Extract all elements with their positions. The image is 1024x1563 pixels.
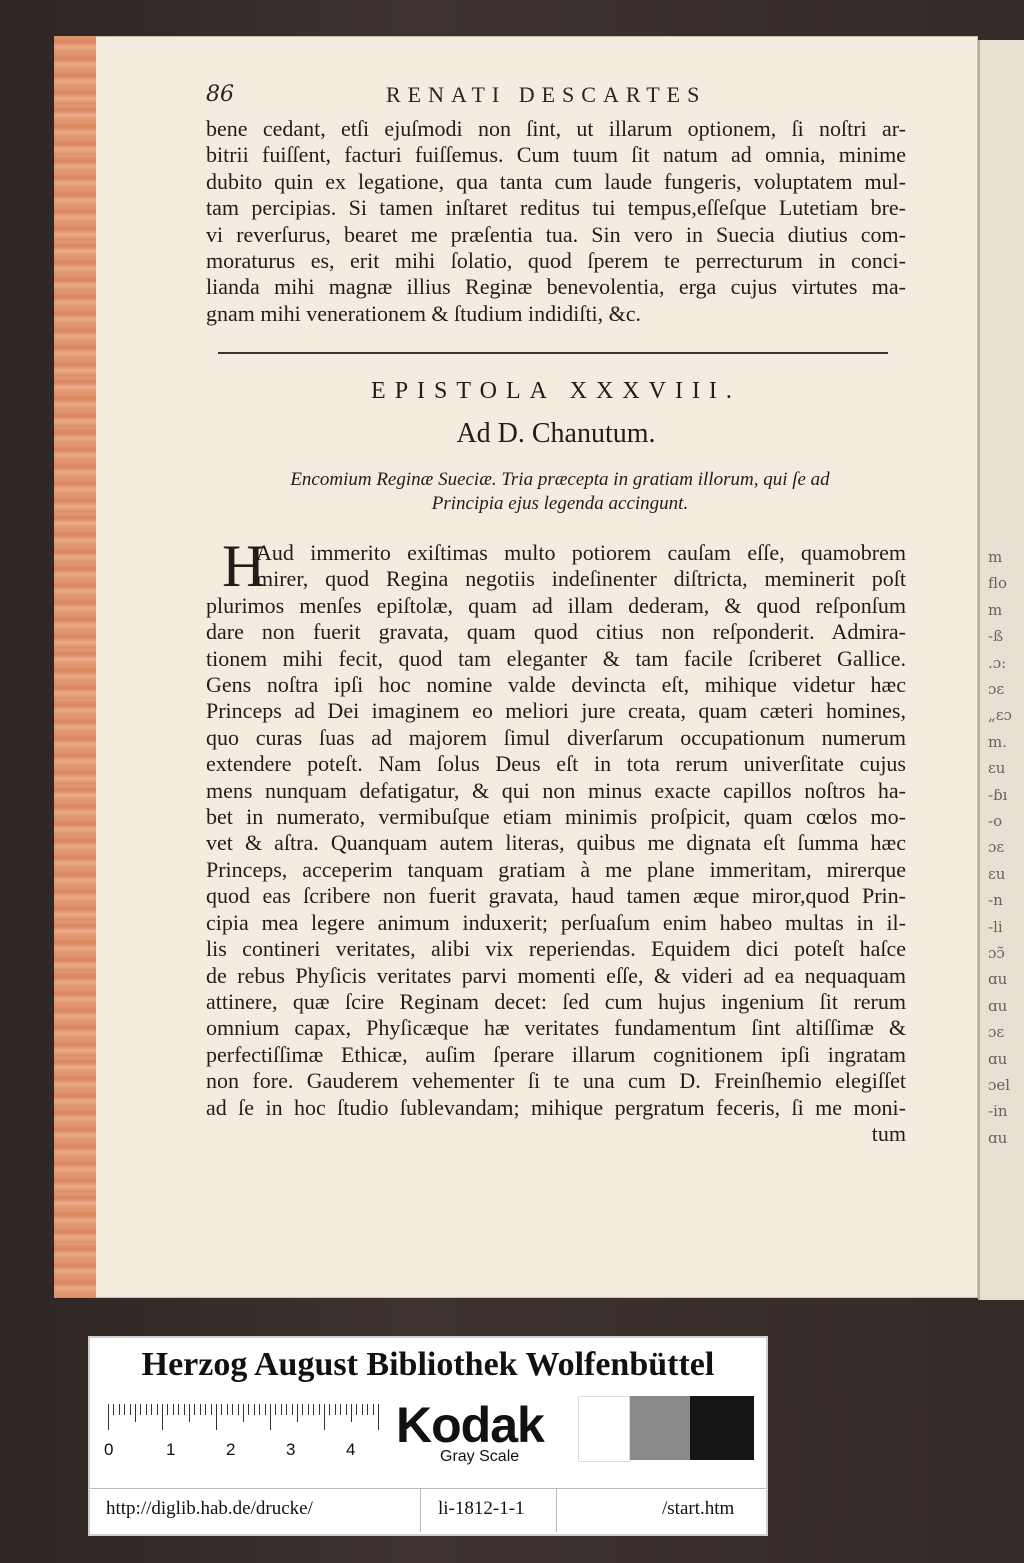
ruler-tick bbox=[265, 1404, 266, 1415]
ruler-tick bbox=[270, 1404, 271, 1430]
ruler-tick bbox=[351, 1404, 352, 1422]
ruler-tick bbox=[335, 1404, 336, 1415]
adjacent-page-fragment: m bbox=[988, 548, 1003, 566]
ruler-label: 4 bbox=[346, 1440, 356, 1459]
previous-letter-ending bbox=[206, 116, 906, 327]
gray-swatch-black bbox=[690, 1396, 754, 1460]
text-line: quo curas ſuas ad majorem ſimul diverſarum occupationum numerum bbox=[206, 724, 906, 750]
shelfmark-id: li-1812-1-1 bbox=[438, 1498, 525, 1519]
text-line: tionem mihi fecit, quod tam eleganter & tam facile ſcriberet Gallice. bbox=[206, 645, 906, 671]
section-rule bbox=[218, 352, 888, 354]
adjacent-page-fragment: ɛu bbox=[988, 864, 1006, 883]
adjacent-page-fragment: ɑu bbox=[988, 1128, 1008, 1147]
adjacent-page-fragment: .ɔ: bbox=[988, 653, 1007, 672]
ruler-tick bbox=[119, 1404, 120, 1415]
ruler-tick bbox=[211, 1404, 212, 1415]
text-line: Princeps ad Dei imaginem eo meliori jure creata, quam cæteri homines, bbox=[206, 698, 906, 724]
ruler-tick bbox=[254, 1404, 255, 1415]
text-line: Princeps, acceperim tanquam gratiam à me plane immeritam, mirerque bbox=[206, 856, 906, 882]
ruler-tick bbox=[189, 1404, 190, 1422]
adjacent-page-edge bbox=[978, 40, 1024, 1300]
ruler-tick bbox=[216, 1404, 217, 1430]
ruler-tick bbox=[367, 1404, 368, 1415]
ruler-tick bbox=[173, 1404, 174, 1415]
adjacent-page-fragment: -ɓı bbox=[988, 785, 1008, 804]
ruler-tick bbox=[373, 1404, 374, 1415]
ruler-tick bbox=[146, 1404, 147, 1415]
text-line: vi reverſurus, bearet me præſentia tua. Sin vero in Suecia diutius com- bbox=[206, 221, 906, 247]
ruler-tick bbox=[248, 1404, 249, 1415]
adjacent-page-fragment: ɛu bbox=[988, 759, 1006, 778]
ruler-tick bbox=[124, 1404, 125, 1415]
gray-scale-label: Gray Scale bbox=[440, 1448, 520, 1465]
adjacent-page-fragment: ɔɔ̃ bbox=[988, 944, 1005, 962]
adjacent-page-fragment: ɑu bbox=[988, 970, 1008, 989]
kodak-color-card bbox=[88, 1336, 768, 1536]
ruler-tick bbox=[167, 1404, 168, 1415]
text-line: bet in numerato, vermibuſque etiam minimis proſpicit, quam cœlos mo- bbox=[206, 804, 906, 830]
ruler-tick bbox=[113, 1404, 114, 1415]
text-line: omnium capax, Phyſicæque hæ veritates fundamentum ſint altiſſimæ & bbox=[206, 1015, 906, 1041]
running-head: RENATI DESCARTES bbox=[386, 82, 707, 107]
ruler-tick bbox=[346, 1404, 347, 1415]
ruler-tick bbox=[329, 1404, 330, 1415]
catchword: tum bbox=[871, 1120, 906, 1146]
start-page-path: /start.htm bbox=[662, 1498, 735, 1519]
ruler-tick bbox=[297, 1404, 298, 1422]
adjacent-page-fragment: ɔɛ bbox=[988, 680, 1005, 698]
text-line: extendere poteſt. Nam ſolus Deus eſt in tota rerum univerſitate cujus bbox=[206, 751, 906, 777]
text-line: Gens noſtra ipſi hoc nomine valde devincta eſt, mihique videtur hæc bbox=[206, 672, 906, 698]
adjacent-page-fragment: -o bbox=[988, 812, 1003, 830]
text-line: moraturus es, erit mihi ſolatio, quod ſperem te perrecturum in conci- bbox=[206, 248, 906, 274]
ruler-tick bbox=[108, 1404, 109, 1430]
adjacent-page-fragment: ɔɛ bbox=[988, 838, 1005, 857]
ruler-tick bbox=[292, 1404, 293, 1415]
adjacent-page-fragment: ɔɛ bbox=[988, 1023, 1005, 1042]
adjacent-page-fragment: -n bbox=[988, 891, 1003, 910]
ruler-tick bbox=[135, 1404, 136, 1422]
ruler-tick bbox=[378, 1404, 379, 1430]
ruler-tick bbox=[140, 1404, 141, 1415]
ruler-tick bbox=[221, 1404, 222, 1415]
adjacent-page-fragment: ɔel bbox=[988, 1076, 1011, 1094]
gray-swatch-mid bbox=[630, 1396, 690, 1460]
adjacent-page-fragment: „ɛɔ bbox=[988, 706, 1012, 725]
ruler-label: 0 bbox=[104, 1440, 114, 1459]
ruler-tick bbox=[259, 1404, 260, 1415]
ruler-tick bbox=[194, 1404, 195, 1415]
ruler-tick bbox=[275, 1404, 276, 1415]
ruler-tick bbox=[205, 1404, 206, 1415]
library-name: Herzog August Bibliothek Wolfenbüttel bbox=[141, 1346, 715, 1383]
text-line: perfectiſſimæ Ethicæ, auſim ſperare illarum cognitionem ipſi ingratam bbox=[206, 1041, 906, 1067]
text-line: ad ſe in hoc ſtudio ſublevandam; mihique pergratum feceris, ſi me moni- bbox=[206, 1094, 906, 1120]
ruler-tick bbox=[200, 1404, 201, 1415]
kodak-logo: Kodak bbox=[396, 1397, 544, 1453]
text-line: quod eas ſcribere non fuerit gravata, haud tamen æque miror,quod Prin- bbox=[206, 883, 906, 909]
ruler-label: 2 bbox=[226, 1440, 236, 1459]
letter-summary bbox=[260, 468, 860, 516]
ruler-tick bbox=[227, 1404, 228, 1415]
card-separator bbox=[556, 1488, 557, 1532]
ruler-tick bbox=[286, 1404, 287, 1415]
text-line: non fore. Gauderem vehementer ſi te una cum D. Freinſhemio elegiſſet bbox=[206, 1068, 906, 1094]
adjacent-page-fragment: ɑu bbox=[988, 996, 1008, 1015]
ruler-tick bbox=[232, 1404, 233, 1415]
gray-swatch-white bbox=[578, 1396, 630, 1462]
ruler-tick bbox=[324, 1404, 325, 1430]
ruler-tick bbox=[302, 1404, 303, 1415]
letter-heading: EPISTOLA XXXVIII. bbox=[371, 378, 741, 404]
text-line: lianda mihi magnæ illius Reginæ benevolentia, erga cujus virtutes ma- bbox=[206, 274, 906, 300]
card-separator bbox=[420, 1488, 421, 1532]
ruler-tick bbox=[184, 1404, 185, 1415]
adjacent-page-fragment: m bbox=[988, 600, 1003, 619]
drop-cap: H bbox=[222, 533, 266, 599]
text-line: mirer, quod Regina negotiis indeſinenter diſtricta, meminerit poſt bbox=[256, 566, 906, 592]
adjacent-page-fragment: -li bbox=[988, 917, 1003, 936]
adjacent-page-fragment: flo bbox=[988, 574, 1008, 593]
adjacent-page-fragment: ɑu bbox=[988, 1049, 1008, 1068]
summary-line: Encomium Reginæ Sueciæ. Tria præcepta in gratiam illorum, qui ſe ad bbox=[290, 469, 830, 490]
summary-line: Principia ejus legenda accingunt. bbox=[431, 493, 689, 514]
text-line: lis contineri veritates, alibi vix reperiendas. Equidem dici poteſt haſce bbox=[206, 936, 906, 962]
text-line: Aud immerito exiſtimas multo potiorem cauſam eſſe, quamobrem bbox=[256, 540, 906, 565]
ruler-tick bbox=[319, 1404, 320, 1415]
adjacent-page-fragment: -ß bbox=[988, 627, 1004, 646]
text-line: bene cedant, etſi ejuſmodi non ſint, ut illarum optionem, ſi noſtri ar- bbox=[206, 116, 906, 141]
letter-addressee: Ad D. Chanutum. bbox=[456, 418, 656, 449]
text-line: de rebus Phyſicis veritates parvi momenti eſſe, & videri ad ea nequaquam bbox=[206, 962, 906, 988]
text-line: gnam mihi venerationem & ſtudium indidiſti, &c. bbox=[206, 300, 642, 326]
page-edge-red bbox=[54, 36, 96, 1298]
text-line: attinere, quæ ſcire Reginam decet: ſed cum hujus ingenium ſit rerum bbox=[206, 988, 906, 1014]
digital-library-url: http://diglib.hab.de/drucke/ bbox=[106, 1498, 313, 1519]
ruler-tick bbox=[243, 1404, 244, 1422]
text-line: dubito quin ex legatione, qua tanta cum laude fungeris, voluptatem mul- bbox=[206, 168, 906, 194]
ruler-tick bbox=[157, 1404, 158, 1415]
ruler-tick bbox=[362, 1404, 363, 1415]
ruler-tick bbox=[178, 1404, 179, 1415]
ruler-tick bbox=[162, 1404, 163, 1430]
ruler-label: 3 bbox=[286, 1440, 296, 1459]
ruler-tick bbox=[281, 1404, 282, 1415]
text-line: mens nunquam defatigatur, & qui non minus exacte capillos noſtros ha- bbox=[206, 777, 906, 803]
text-line: bitrii fuiſſent, facturi fuiſſemus. Cum tuum ſit natum ad omnia, minime bbox=[206, 142, 906, 168]
text-line: dare non fuerit gravata, quam quod citius non reſponderit. Admira- bbox=[206, 619, 906, 645]
page-number: 86 bbox=[206, 82, 234, 107]
ruler-tick bbox=[340, 1404, 341, 1415]
ruler-label: 1 bbox=[166, 1440, 176, 1459]
letter-body bbox=[206, 533, 906, 1147]
measurement-ruler bbox=[108, 1404, 378, 1432]
adjacent-page-fragment: m. bbox=[988, 732, 1007, 751]
text-line: plurimos menſes epiſtolæ, quam ad illam dederam, & quod reſponſum bbox=[206, 592, 906, 618]
ruler-tick bbox=[356, 1404, 357, 1415]
ruler-tick bbox=[238, 1404, 239, 1415]
ruler-tick bbox=[308, 1404, 309, 1415]
text-line: vet & aſtra. Quanquam autem literas, quibus me dignata eſt ſumma hæc bbox=[206, 830, 906, 856]
page-header bbox=[206, 82, 906, 110]
card-divider bbox=[90, 1488, 766, 1489]
ruler-tick bbox=[313, 1404, 314, 1415]
adjacent-page-fragment: -in bbox=[988, 1102, 1008, 1121]
ruler-tick bbox=[130, 1404, 131, 1415]
text-line: cipia mea legere animum induxerit; perſuaſum enim habeo multas in il- bbox=[206, 909, 906, 935]
ruler-tick bbox=[151, 1404, 152, 1415]
text-line: tam percipias. Si tamen inſtaret reditus tui tempus,eſſeſque Lutetiam bre- bbox=[206, 195, 906, 221]
